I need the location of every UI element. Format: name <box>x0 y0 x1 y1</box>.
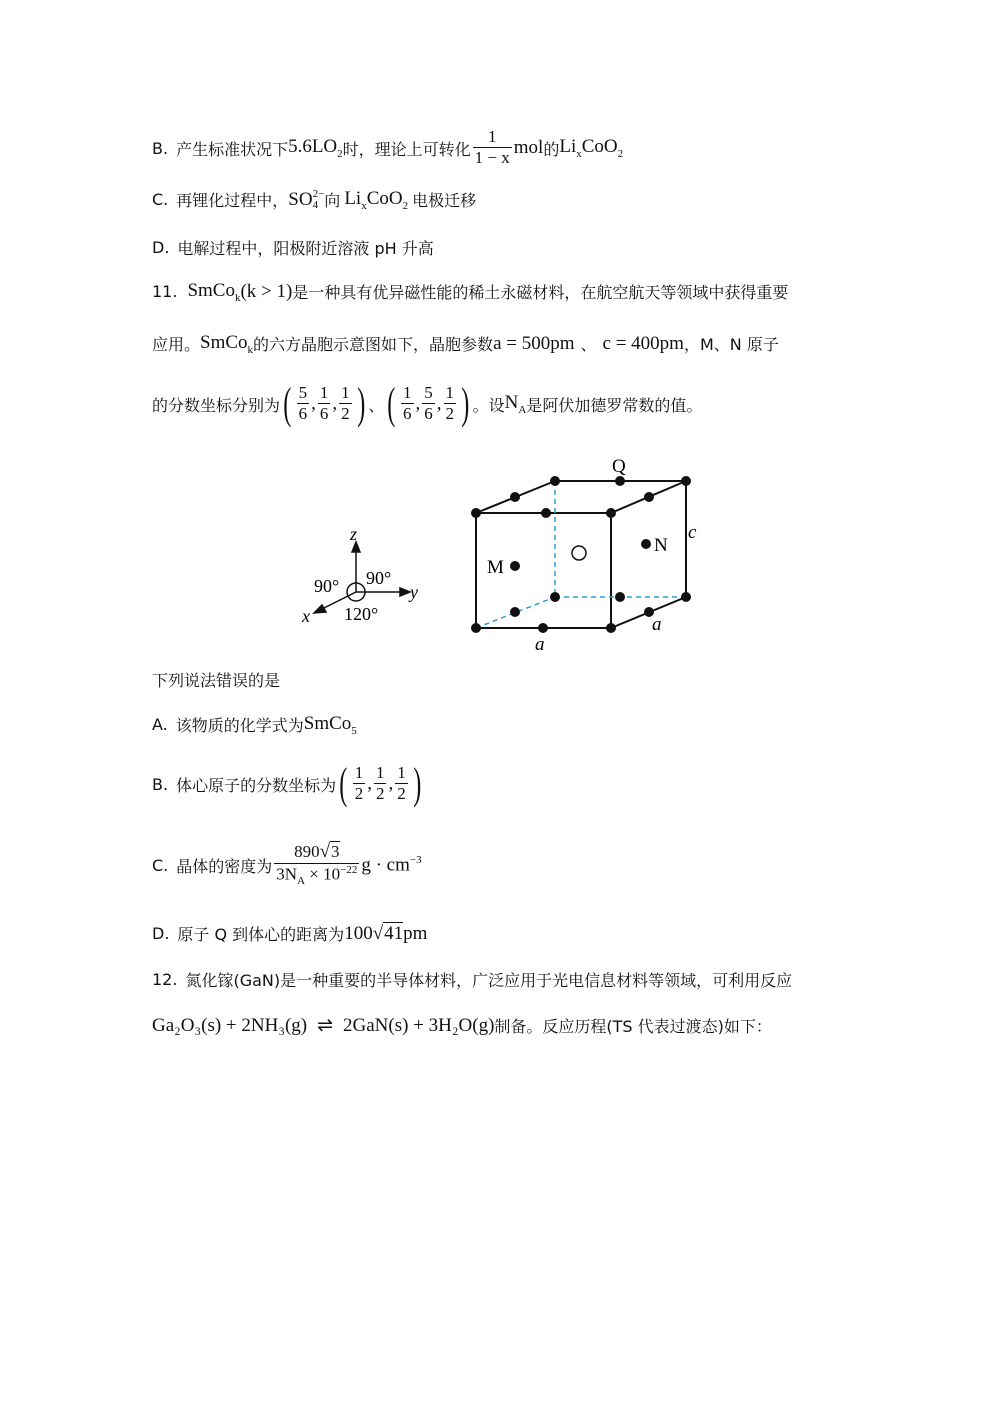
equation-right: 2GaN(s) + 3H₂O(g) <box>343 1014 495 1036</box>
m-coord-y: $\frac{1}{6}$ <box>319 382 329 423</box>
unit: $g \cdot cm^{-3}$ <box>361 853 422 876</box>
text: 的 <box>543 139 560 159</box>
text: 下列说法错误的是 <box>152 671 281 690</box>
option-label: D. <box>152 924 170 943</box>
condition: (k > 1) <box>240 280 293 302</box>
q10-option-d <box>152 236 434 259</box>
text: ，M、N 原子 <box>683 335 779 355</box>
unit: mol <box>513 137 544 159</box>
label-a: a <box>535 634 545 655</box>
angle-label: 120° <box>344 604 379 624</box>
q11-stem-line1 <box>152 280 788 304</box>
n-coord-y: $\frac{5}{6}$ <box>424 382 433 423</box>
avogadro: $N_A$ <box>504 392 527 416</box>
param-c: c = 400pm <box>602 332 684 354</box>
text: 应用。 <box>152 335 201 355</box>
q10-option-b <box>152 128 623 168</box>
atom-m <box>510 561 520 571</box>
ion: SO 2− 4 <box>288 188 325 212</box>
body-center-atom <box>572 546 586 560</box>
text: 该物质的化学式为 <box>175 716 304 736</box>
formula: SmCo$_k$ <box>200 332 254 356</box>
param-a: a = 500pm <box>493 332 575 354</box>
separator: 、 <box>368 395 385 415</box>
q11-prompt <box>152 668 280 691</box>
text: 制备。反应历程(TS 代表过渡态)如下： <box>494 1017 772 1036</box>
m-coord-x: $\frac{5}{6}$ <box>298 382 308 423</box>
q12-stem-line1 <box>152 968 792 991</box>
separator: 、 <box>580 335 597 355</box>
formula: SmCo$_k$ <box>187 280 241 304</box>
text: 的分数坐标分别为 <box>152 395 281 415</box>
label-c: c <box>688 522 697 543</box>
label-q: Q <box>612 456 626 477</box>
formula: $Li_xCoO_2$ <box>344 188 409 212</box>
option-label: B. <box>152 774 169 794</box>
text: 产生标准状况下 <box>176 139 289 159</box>
m-coord-z: $\frac{1}{2}$ <box>341 382 350 423</box>
label-a: a <box>652 614 662 635</box>
question-number: 11. <box>152 282 178 302</box>
text: 的六方晶胞示意图如下，晶胞参数 <box>253 335 494 355</box>
axis-z-label: z <box>350 524 358 544</box>
formula: SmCo$_5$ <box>303 713 357 737</box>
text: 体心原子的分数坐标为 <box>176 775 337 795</box>
volume: $5.6LO_2$ <box>288 136 343 160</box>
angle-label: 90° <box>314 576 340 596</box>
text: 向 <box>324 191 341 211</box>
density-fraction: $\frac{890√3}{3N_A \times 10^{-22}}$ <box>276 841 358 887</box>
option-label: C. <box>152 190 169 210</box>
text: 电极迁移 <box>412 191 477 211</box>
q11-stem-line2 <box>152 332 779 356</box>
option-label: C. <box>152 855 169 875</box>
q11-option-c <box>152 842 422 888</box>
text: 时，理论上可转化 <box>342 139 471 159</box>
question-number: 12. <box>152 970 178 989</box>
fraction: $\frac{1}{1 - x}$ <box>474 127 510 167</box>
text: 原子 Q 到体心的距离为 <box>177 925 345 944</box>
distance: 100√41pm <box>344 922 428 944</box>
q11-option-d <box>152 922 427 945</box>
equation-left: Ga₂O₃(s) + 2NH₃(g) <box>152 1014 308 1036</box>
text: 是一种具有优异磁性能的稀土永磁材料，在航空航天等领域中获得重要 <box>292 283 789 303</box>
q11-stem-line3: 的分数坐标分别为 ( $\frac{5}{6}$ , $\frac{1}{6}$ , $\frac{1}{2}$ ) 、 ( $\frac{1}{6}$ , $\frac{5}{6}$ , $\frac{1}{2}$ ) 。设 $N_A$ 是阿伏加德罗常数的值。 <box>152 379 703 428</box>
text: 。设 <box>472 395 505 415</box>
axis-y-label: y <box>410 582 418 602</box>
q12-stem-line2 <box>152 1014 772 1037</box>
option-label: D. <box>152 238 170 257</box>
q11-option-b: B. 体心原子的分数坐标为 ( $\frac{1}{2}$ , $\frac{1}{2}$ , $\frac{1}{2}$ ) <box>152 759 422 808</box>
text: 再锂化过程中， <box>176 191 289 211</box>
option-label: B. <box>152 138 169 158</box>
text: 电解过程中，阳极附近溶液 pH 升高 <box>177 239 434 258</box>
option-label: A. <box>152 715 168 735</box>
formula: $Li_xCoO_2$ <box>559 136 624 160</box>
n-coord-z: $\frac{1}{2}$ <box>445 382 454 423</box>
q10-option-c <box>152 188 476 212</box>
angle-label: 90° <box>366 568 392 588</box>
label-n: N <box>654 535 668 556</box>
n-coord-x: $\frac{1}{6}$ <box>403 382 412 423</box>
label-m: M <box>487 557 504 578</box>
hexagonal-cell-diagram <box>290 455 730 655</box>
text: 是阿伏加德罗常数的值。 <box>526 395 703 415</box>
text: 晶体的密度为 <box>176 856 273 876</box>
atom-n <box>641 539 651 549</box>
text: 氮化镓(GaN)是一种重要的半导体材料，广泛应用于光电信息材料等领域，可利用反应 <box>185 971 793 990</box>
axis-x-label: x <box>302 606 310 626</box>
equilibrium-arrow: ⇌ <box>317 1015 334 1036</box>
q11-option-a <box>152 713 357 737</box>
